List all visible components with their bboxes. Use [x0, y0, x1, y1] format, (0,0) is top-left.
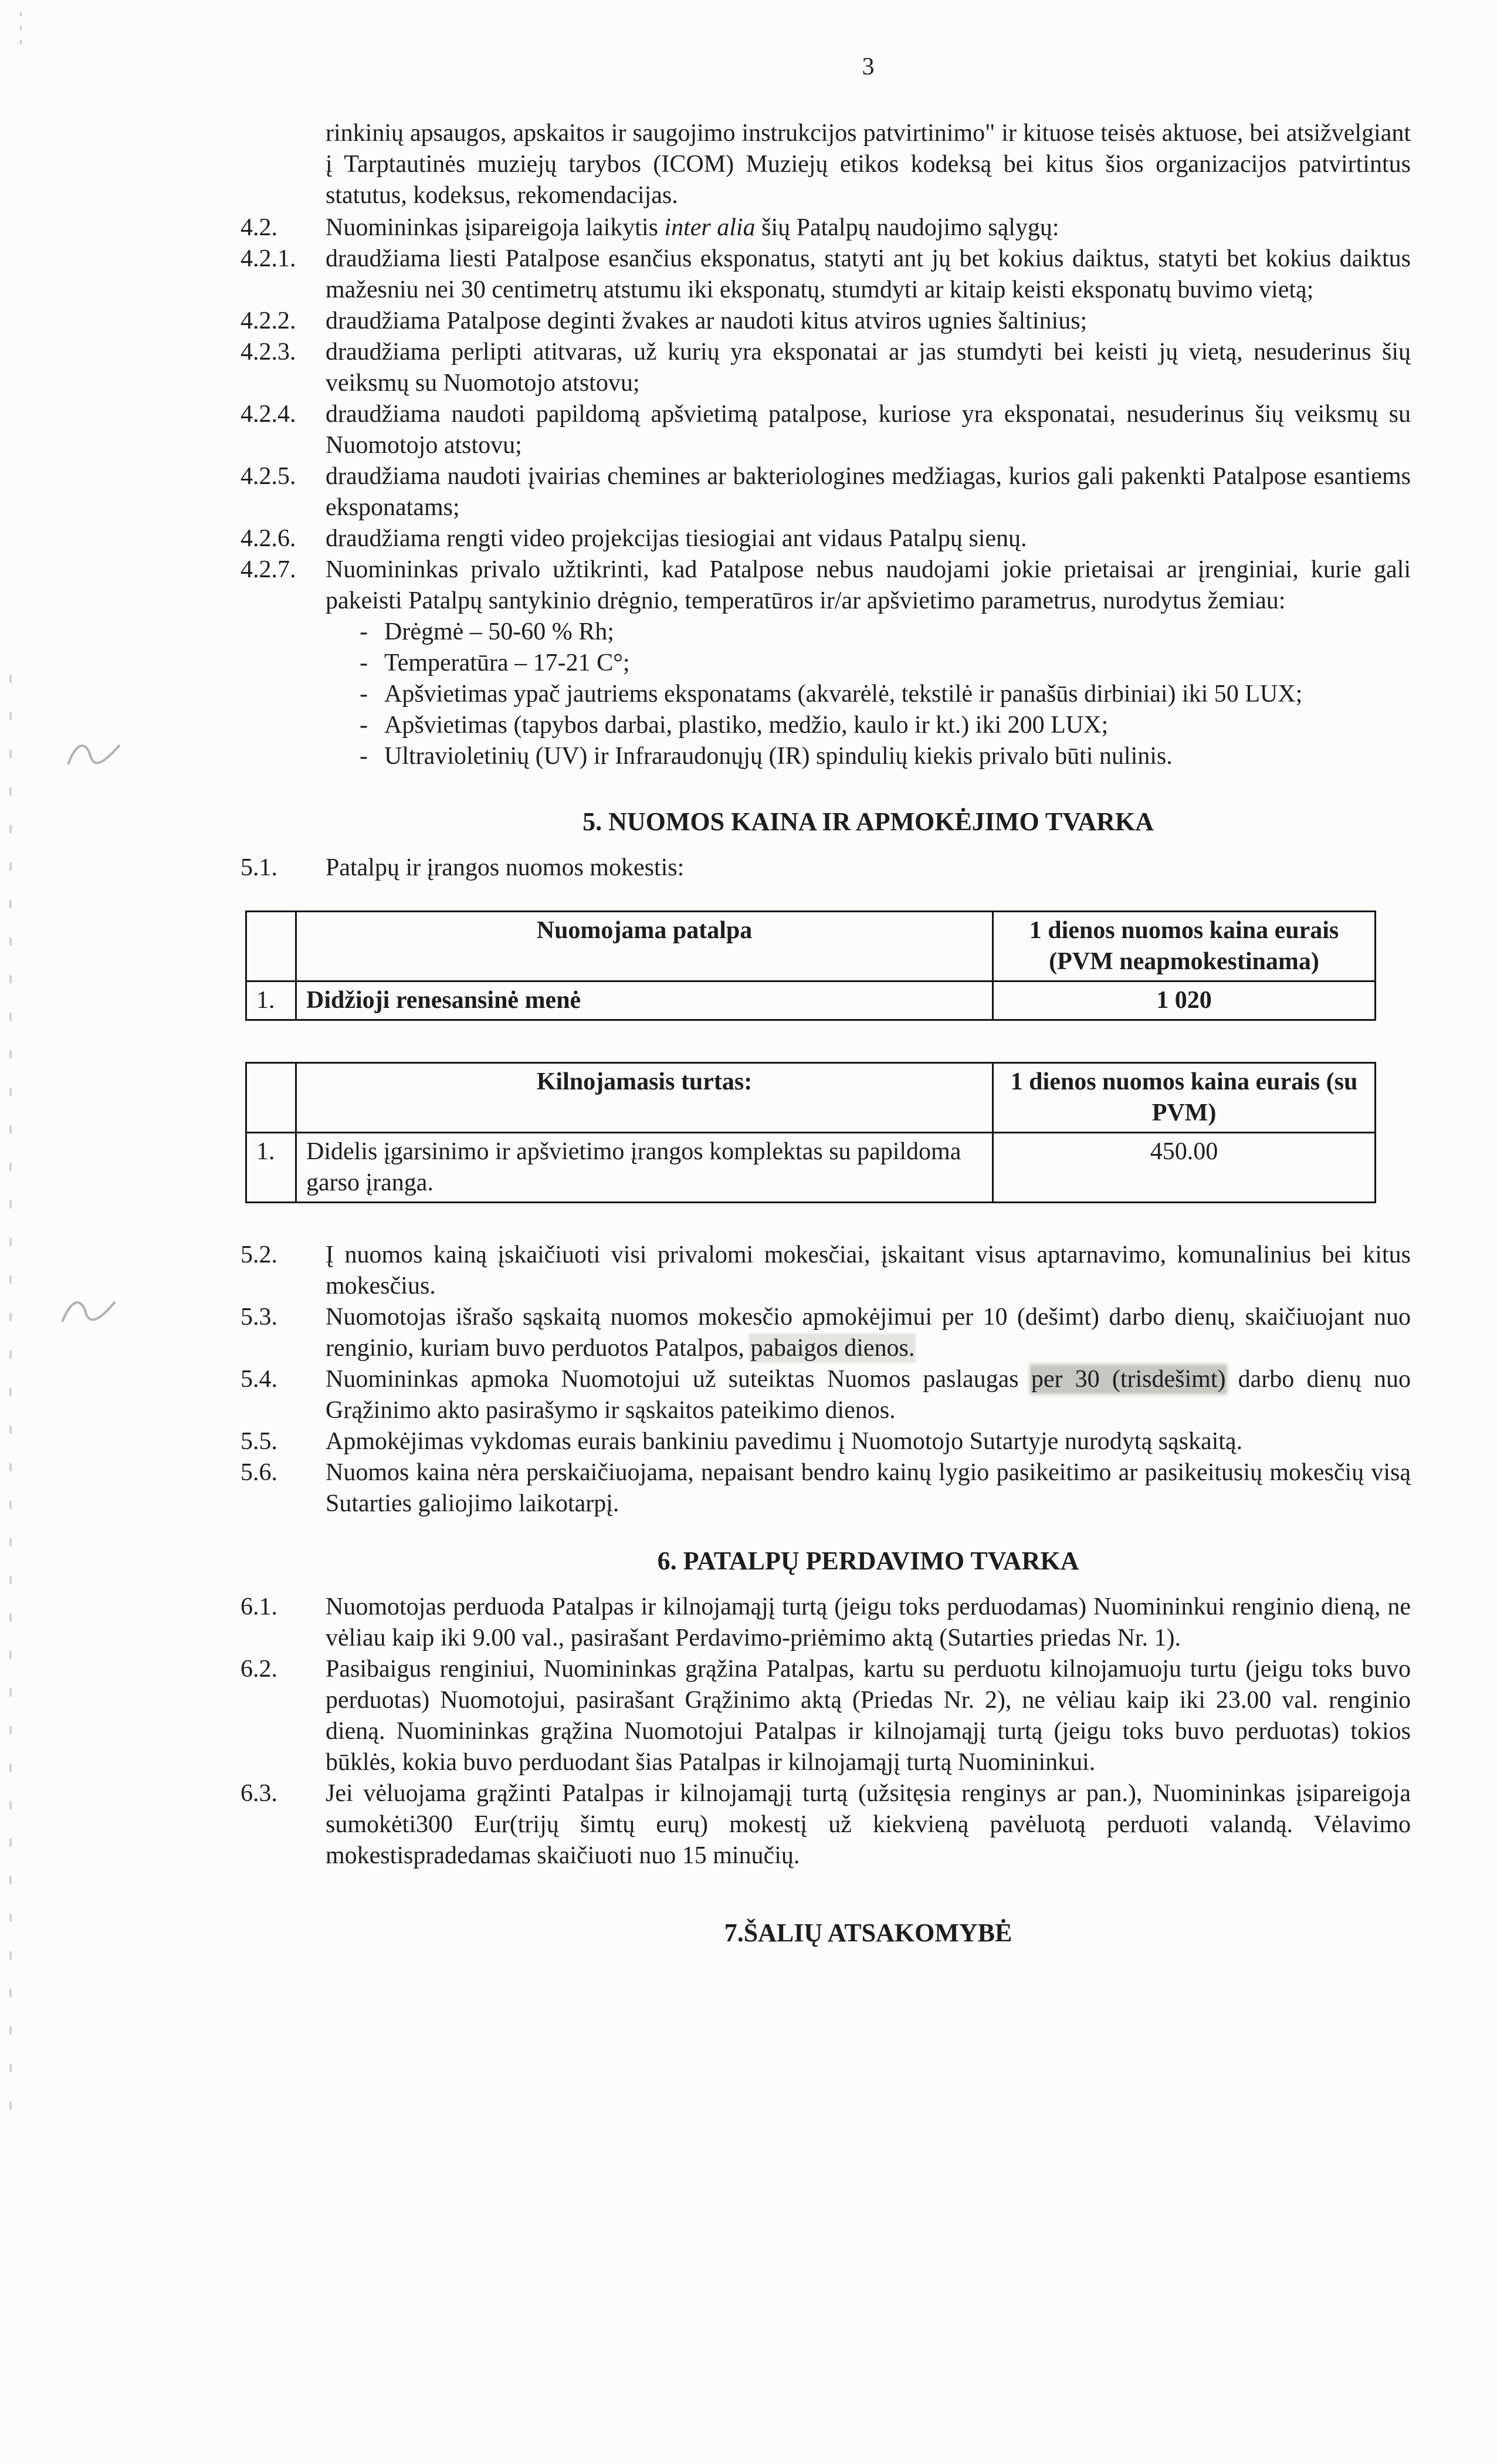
clause-text: Pasibaigus renginiui, Nuomininkas grąžina Patalpas, kartu su perduotu kilnojamuoju turtu (jeigu toks buvo perduotas) Nuomotojui, pasirašant Grąžinimo aktą (Priedas Nr. 2), ne vėliau kaip iki 23.00 val. renginio dieną. Nuomininkas grąžina Nuomotojui Patalpas ir kilnojamąjį turtą (jeigu toks buvo perduotas) tokios būklės, kokia buvo perduodant šias Patalpas ir kilnojamąjį turtą Nuomininkui. — [326, 1656, 1411, 1776]
highlighted-text: per 30 (trisdešimt) — [1031, 1366, 1226, 1393]
page-number: 3 — [862, 53, 875, 80]
clause-text-post: šių Patalpų naudojimo sąlygų: — [755, 214, 1059, 241]
clause-number: 4.2.5. — [241, 463, 296, 490]
list-item — [360, 617, 1411, 648]
section-7-heading: 7.ŠALIŲ ATSAKOMYBĖ — [724, 1918, 1012, 1947]
list-item — [360, 741, 1411, 772]
clause-4-2-6 — [241, 523, 1411, 554]
handwritten-mark — [65, 732, 123, 779]
dash-marker: - — [360, 712, 368, 739]
clause-text-pre: Nuomininkas įsipareigoja laikytis — [326, 214, 665, 241]
clause-text: draudžiama perlipti atitvaras, už kurių yra eksponatai ar jas stumdyti bei keisti jų vietą, nesuderinus šių veiksmų su Nuomotojo atstovu; — [326, 339, 1411, 397]
list-item — [360, 679, 1411, 710]
section-5-heading: 5. NUOMOS KAINA IR APMOKĖJIMO TVARKA — [582, 807, 1154, 836]
conditions-list — [326, 617, 1411, 772]
clause-text: Patalpų ir įrangos nuomos mokestis: — [326, 854, 685, 881]
table-row — [246, 1133, 1376, 1203]
clause-5-2 — [241, 1240, 1411, 1302]
price-column-header: 1 dienos nuomos kaina eurais (su PVM) — [993, 1063, 1376, 1133]
table-header-row — [246, 912, 1376, 981]
scan-edge-artifact — [9, 675, 12, 2112]
clause-number: 4.2.1. — [241, 245, 296, 272]
clause-4-2-5 — [241, 461, 1411, 523]
clause-number: 5.5. — [241, 1428, 277, 1455]
clause-number: 6.3. — [241, 1780, 277, 1807]
clause-number: 6.2. — [241, 1656, 277, 1683]
empty-header-cell — [246, 1063, 296, 1133]
price-column-header: 1 dienos nuomos kaina eurais (PVM neapmokestinama) — [993, 912, 1376, 981]
clause-text-italic: inter alia — [664, 214, 756, 241]
dash-marker: - — [360, 681, 368, 708]
clause-text: Jei vėluojama grąžinti Patalpas ir kilnojamąjį turtą (užsitęsia renginys ar pan.), Nuomininkas įsipareigoja sumokėti300 Eur(trijų šimtų eurų) mokestį už kiekvieną pavėluotą perduoti valandą. Vėlavimo mokestispradedamas skaičiuoti nuo 15 minučių. — [326, 1780, 1411, 1869]
clause-number: 4.2.3. — [241, 339, 296, 365]
clause-4-2-1 — [241, 243, 1411, 306]
clause-number: 5.6. — [241, 1459, 277, 1486]
dash-marker: - — [360, 618, 368, 645]
clause-text — [326, 1364, 1411, 1426]
movable-property-rent-table — [245, 1062, 1376, 1203]
clause-number: 4.2.2. — [241, 307, 296, 334]
handwritten-mark — [59, 1288, 117, 1335]
dash-marker: - — [360, 743, 368, 770]
clause-number: 5.3. — [241, 1304, 277, 1331]
premises-column-header: Nuomojama patalpa — [296, 912, 993, 981]
clause-text — [326, 212, 1411, 243]
list-item-text: Temperatūra – 17-21 C°; — [384, 649, 630, 676]
property-name-cell: Didelis įgarsinimo ir apšvietimo įrangos komplektas su papildoma garso įranga. — [296, 1133, 993, 1203]
premises-name-cell: Didžioji renesansinė menė — [296, 981, 993, 1020]
clause-6-3 — [241, 1778, 1411, 1871]
clause-text: draudžiama Patalpose deginti žvakes ar naudoti kitus atviros ugnies šaltinius; — [326, 307, 1088, 334]
premises-rent-table — [245, 911, 1376, 1021]
clause-text-pre: Nuomotojas išrašo sąskaitą nuomos mokesčio apmokėjimui per 10 (dešimt) darbo dienų, skaičiuojant nuo renginio, kuriam buvo perduotos Patalpos, — [326, 1304, 1411, 1362]
document-content — [241, 52, 1411, 1948]
clause-6-2 — [241, 1654, 1411, 1778]
clause-text: Nuomininkas privalo užtikrinti, kad Patalpose nebus naudojami jokie prietaisai ar įrenginiai, kurie gali pakeisti Patalpų santykinio drėgnio, temperatūros ir/ar apšvietimo parametrus, nurodytus žemiau: — [326, 556, 1411, 614]
clause-number: 5.2. — [241, 1241, 277, 1268]
clause-number: 4.2.7. — [241, 556, 296, 583]
row-number-cell: 1. — [246, 981, 296, 1020]
list-item-text: Ultravioletinių (UV) ir Infraraudonųjų (IR) spindulių kiekis privalo būti nulinis. — [384, 743, 1173, 770]
empty-header-cell — [246, 912, 296, 981]
clause-text: Nuomotojas perduoda Patalpas ir kilnojamąjį turtą (jeigu toks perduodamas) Nuomininkui renginio dieną, ne vėliau kaip iki 9.00 val., pasirašant Perdavimo-priėmimo aktą (Sutarties priedas Nr. 1). — [326, 1593, 1411, 1651]
clause-5-4 — [241, 1364, 1411, 1426]
clause-4-2 — [241, 212, 1411, 243]
clause-number: 4.2. — [241, 214, 277, 241]
clause-text: draudžiama liesti Patalpose esančius eksponatus, statyti ant jų bet kokius daiktus, statyti bet kokius daiktus mažesniu nei 30 centimetrų atstumu iki eksponatų, stumdyti ar kitaip keisti eksponatų buvimo vietą; — [326, 245, 1411, 303]
clause-4-2-7 — [241, 554, 1411, 617]
clause-text: Apmokėjimas vykdomas eurais bankiniu pavedimu į Nuomotojo Sutartyje nurodytą sąskaitą. — [326, 1428, 1243, 1455]
clause-4-2-4 — [241, 399, 1411, 461]
property-column-header: Kilnojamasis turtas: — [296, 1063, 993, 1133]
clause-number: 4.2.6. — [241, 525, 296, 552]
dash-marker: - — [360, 649, 368, 676]
clause-4-2-2 — [241, 306, 1411, 337]
clause-number: 5.1. — [241, 854, 277, 881]
clause-number: 6.1. — [241, 1593, 277, 1620]
clause-5-3 — [241, 1302, 1411, 1364]
clause-5-6 — [241, 1457, 1411, 1519]
clause-number: 4.2.4. — [241, 401, 296, 428]
clause-5-5 — [241, 1426, 1411, 1457]
clause-5-1 — [241, 852, 1411, 884]
intro-paragraph: rinkinių apsaugos, apskaitos ir saugojimo instrukcijos patvirtinimo" ir kituose teisės aktuose, bei atsižvelgiant į Tarptautinės muziejų tarybos (ICOM) Muziejų etikos kodeksą bei kitus šios organizacijos patvirtintus statutus, kodeksus, rekomendacijas. — [326, 120, 1411, 209]
clause-6-1 — [241, 1592, 1411, 1654]
clause-text-pre: Nuomininkas apmoka Nuomotojui už suteiktas Nuomos paslaugas — [326, 1366, 1031, 1393]
clause-text: draudžiama naudoti papildomą apšvietimą patalpose, kuriose yra eksponatai, nesuderinus šių veiksmų su Nuomotojo atstovu; — [326, 401, 1411, 459]
price-cell: 1 020 — [993, 981, 1376, 1020]
row-number-cell: 1. — [246, 1133, 296, 1203]
clause-text: draudžiama rengti video projekcijas tiesiogiai ant vidaus Patalpų sienų. — [326, 525, 1027, 552]
clause-text: Į nuomos kainą įskaičiuoti visi privalomi mokesčiai, įskaitant visus aptarnavimo, komunalinius bei kitus mokesčius. — [326, 1241, 1411, 1299]
scan-edge-speck — [20, 12, 22, 47]
list-item-text: Apšvietimas ypač jautriems eksponatams (akvarėlė, tekstilė ir panašūs dirbiniai) iki 50 LUX; — [384, 681, 1303, 708]
list-item-text: Drėgmė – 50-60 % Rh; — [384, 618, 614, 645]
price-cell: 450.00 — [993, 1133, 1376, 1203]
clause-text: Nuomos kaina nėra perskaičiuojama, nepaisant bendro kainų lygio pasikeitimo ar pasikeitusių mokesčių visą Sutarties galiojimo laikotarpį. — [326, 1459, 1411, 1517]
clause-text-post: darbo dienų nuo Grąžinimo akto pasirašymo ir sąskaitos pateikimo dienos. — [326, 1366, 1411, 1424]
highlighted-text: pabaigos dienos. — [750, 1335, 915, 1362]
list-item — [360, 648, 1411, 679]
list-item-text: Apšvietimas (tapybos darbai, plastiko, medžio, kaulo ir kt.) iki 200 LUX; — [384, 712, 1109, 739]
clause-4-2-3 — [241, 337, 1411, 399]
clause-text — [326, 1302, 1411, 1364]
table-row — [246, 981, 1376, 1020]
clause-number: 5.4. — [241, 1366, 277, 1393]
section-6-heading: 6. PATALPŲ PERDAVIMO TVARKA — [657, 1546, 1079, 1575]
clause-text: draudžiama naudoti įvairias chemines ar bakteriologines medžiagas, kurios gali pakenkti Patalpose esantiems eksponatams; — [326, 463, 1411, 521]
table-header-row — [246, 1063, 1376, 1133]
list-item — [360, 710, 1411, 741]
